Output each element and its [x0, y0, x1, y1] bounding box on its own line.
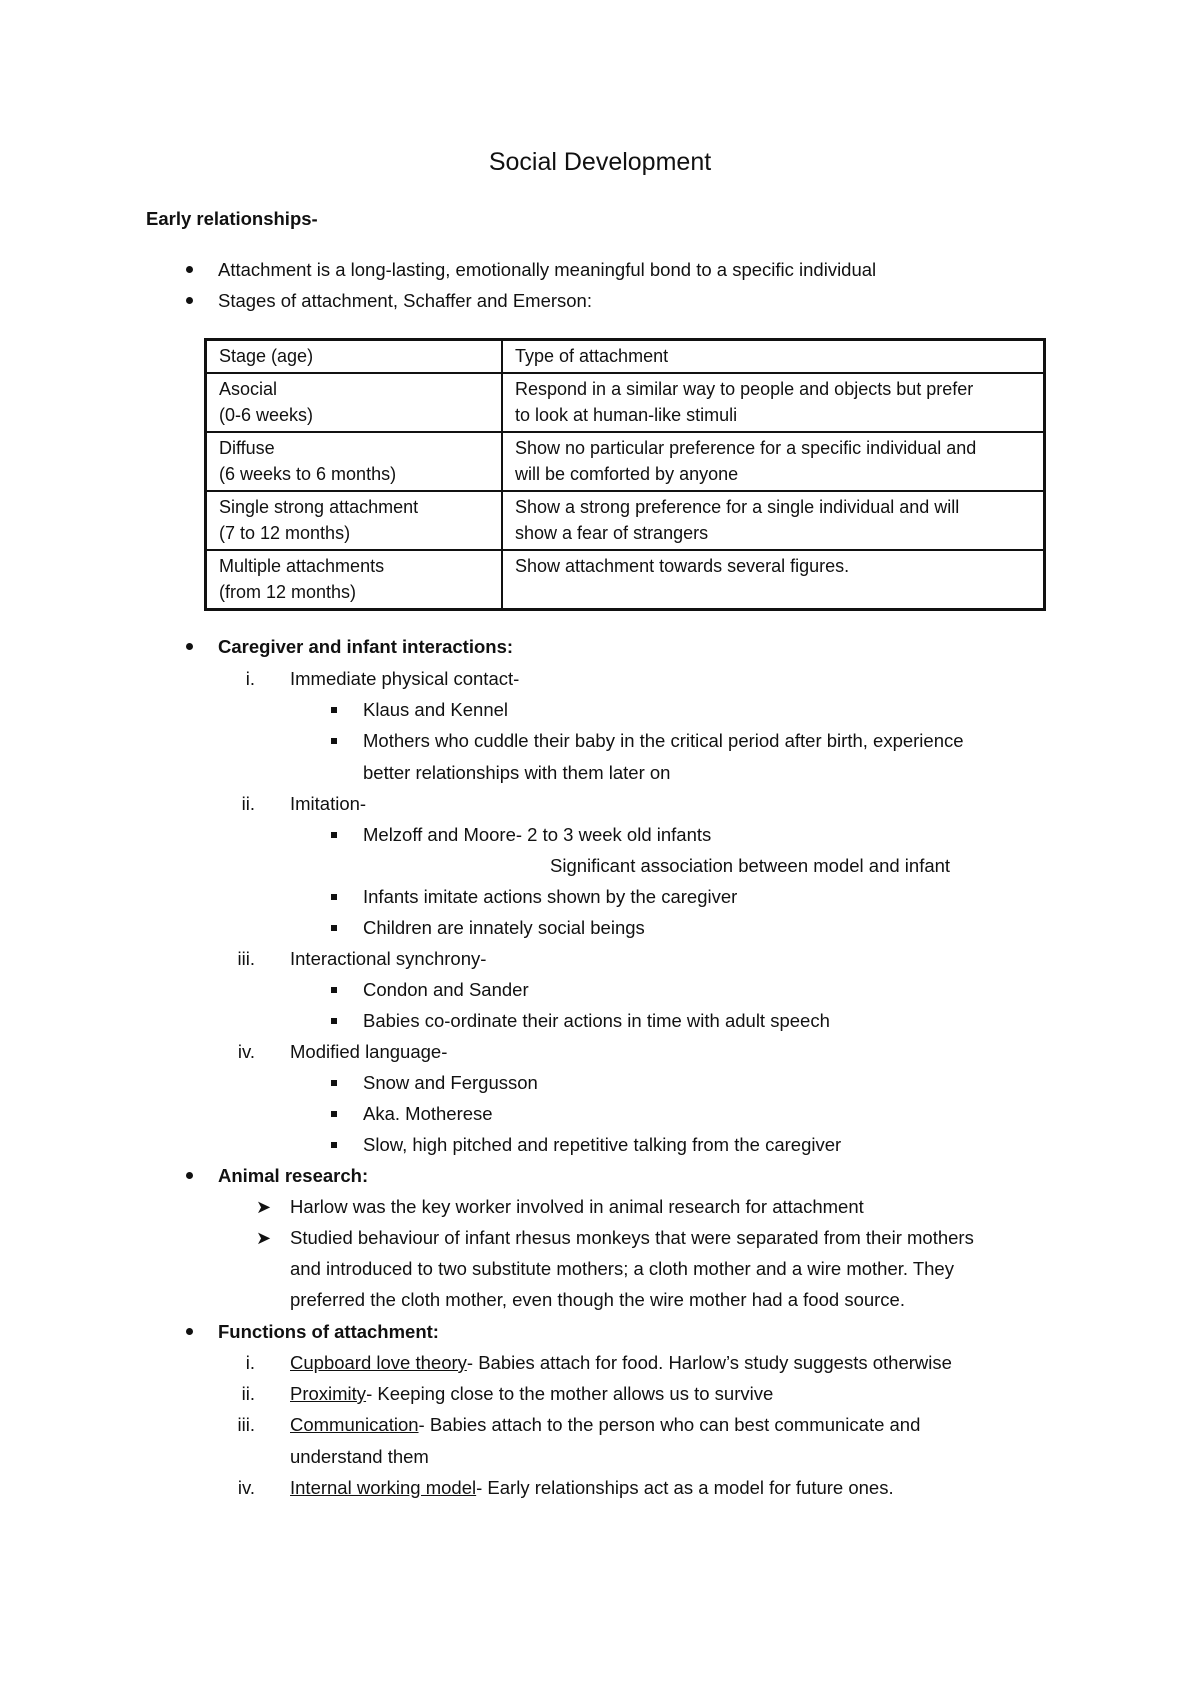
function-text: - Keeping close to the mother allows us to survive	[366, 1383, 774, 1404]
function-item	[290, 1414, 920, 1436]
intro-bullet: Stages of attachment, Schaffer and Emerson:	[218, 290, 592, 311]
roman-numeral: iii.	[237, 1414, 255, 1435]
stage-cell	[206, 550, 503, 610]
stage-age: (7 to 12 months)	[219, 523, 351, 543]
table-row	[206, 491, 1045, 550]
arrow-bullet-icon: ➤	[256, 1228, 272, 1248]
functions-heading: Functions of attachment:	[218, 1321, 439, 1342]
roman-numeral: iv.	[237, 1477, 255, 1498]
table-row	[206, 550, 1045, 610]
bullet-dot-icon	[186, 643, 193, 650]
square-bullet-icon	[331, 1018, 337, 1024]
square-bullet-icon	[331, 1111, 337, 1117]
animal-point: and introduced to two substitute mothers; a cloth mother and a wire mother. They	[290, 1258, 954, 1279]
caregiver-sub-item: Slow, high pitched and repetitive talking from the caregiver	[363, 1134, 842, 1155]
type-line: show a fear of strangers	[515, 523, 709, 543]
roman-numeral: i.	[245, 1352, 255, 1373]
caregiver-sub-item: Children are innately social beings	[363, 917, 645, 938]
function-item-continuation: understand them	[290, 1446, 429, 1467]
animal-point: Harlow was the key worker involved in animal research for attachment	[290, 1196, 864, 1217]
function-item	[290, 1383, 773, 1405]
type-line: to look at human-like stimuli	[515, 405, 738, 425]
stage-name: Asocial	[219, 379, 278, 399]
function-term: Communication	[290, 1414, 419, 1435]
caregiver-item-label: Modified language-	[290, 1041, 448, 1062]
caregiver-sub-item: Infants imitate actions shown by the caregiver	[363, 886, 738, 907]
table-header-row	[206, 340, 1045, 374]
type-line: Show a strong preference for a single individual and will	[515, 497, 960, 517]
function-text: - Babies attach to the person who can best communicate and	[418, 1414, 921, 1435]
stage-age: (6 weeks to 6 months)	[219, 464, 397, 484]
roman-numeral: iv.	[237, 1041, 255, 1062]
roman-numeral: ii.	[241, 1383, 255, 1404]
stage-name: Diffuse	[219, 438, 275, 458]
stage-cell	[206, 373, 503, 432]
table-header-cell: Stage (age)	[206, 340, 503, 374]
square-bullet-icon	[331, 894, 337, 900]
caregiver-sub-item: Babies co-ordinate their actions in time with adult speech	[363, 1010, 830, 1031]
arrow-bullet-icon: ➤	[256, 1197, 272, 1217]
caregiver-sub-item: Significant association between model and infant	[550, 855, 951, 876]
caregiver-sub-item: Mothers who cuddle their baby in the critical period after birth, experience	[363, 730, 964, 751]
caregiver-sub-item: Klaus and Kennel	[363, 699, 509, 720]
square-bullet-icon	[331, 1142, 337, 1148]
stage-cell	[206, 432, 503, 491]
bullet-dot-icon	[186, 266, 193, 273]
stage-age: (0-6 weeks)	[219, 405, 314, 425]
table-row	[206, 432, 1045, 491]
square-bullet-icon	[331, 925, 337, 931]
function-text: - Babies attach for food. Harlow’s study suggests otherwise	[466, 1352, 952, 1373]
type-cell	[502, 432, 1045, 491]
type-line: will be comforted by anyone	[515, 464, 739, 484]
caregiver-sub-item: Condon and Sander	[363, 979, 529, 1000]
bullet-dot-icon	[186, 297, 193, 304]
type-line: Show no particular preference for a specific individual and	[515, 438, 977, 458]
square-bullet-icon	[331, 832, 337, 838]
type-cell	[502, 491, 1045, 550]
caregiver-item-label: Interactional synchrony-	[290, 948, 487, 969]
table-row	[206, 373, 1045, 432]
caregiver-item-label: Imitation-	[290, 793, 367, 814]
bullet-dot-icon	[186, 1172, 193, 1179]
type-line: Show attachment towards several figures.	[515, 556, 850, 576]
function-term: Internal working model	[290, 1477, 477, 1498]
attachment-stages-table	[204, 338, 1046, 611]
square-bullet-icon	[331, 987, 337, 993]
roman-numeral: ii.	[241, 793, 255, 814]
section-heading: Early relationships-	[146, 208, 318, 229]
roman-numeral: iii.	[237, 948, 255, 969]
type-cell	[502, 550, 1045, 610]
page-title: Social Development	[488, 148, 712, 176]
caregiver-item-label: Immediate physical contact-	[290, 668, 520, 689]
caregiver-sub-item: Aka. Motherese	[363, 1103, 493, 1124]
function-text: - Early relationships act as a model for future ones.	[476, 1477, 894, 1498]
square-bullet-icon	[331, 1080, 337, 1086]
animal-point: preferred the cloth mother, even though the wire mother had a food source.	[290, 1289, 905, 1310]
table-header-cell: Type of attachment	[502, 340, 1045, 374]
type-line: Respond in a similar way to people and objects but prefer	[515, 379, 974, 399]
stage-name: Multiple attachments	[219, 556, 385, 576]
stage-name: Single strong attachment	[219, 497, 419, 517]
stage-age: (from 12 months)	[219, 582, 357, 602]
caregiver-sub-item: better relationships with them later on	[363, 762, 671, 783]
function-term: Cupboard love theory	[290, 1352, 467, 1373]
function-item	[290, 1352, 952, 1374]
square-bullet-icon	[331, 738, 337, 744]
type-cell	[502, 373, 1045, 432]
animal-point: Studied behaviour of infant rhesus monkeys that were separated from their mothers	[290, 1227, 974, 1248]
intro-bullet: Attachment is a long-lasting, emotionally meaningful bond to a specific individual	[218, 259, 877, 280]
bullet-dot-icon	[186, 1328, 193, 1335]
caregiver-sub-item: Snow and Fergusson	[363, 1072, 538, 1093]
caregiver-heading: Caregiver and infant interactions:	[218, 636, 514, 657]
stage-cell	[206, 491, 503, 550]
function-item	[290, 1477, 894, 1499]
function-term: Proximity	[290, 1383, 367, 1404]
caregiver-sub-item: Melzoff and Moore- 2 to 3 week old infants	[363, 824, 712, 845]
animal-heading: Animal research:	[218, 1165, 369, 1186]
roman-numeral: i.	[245, 668, 255, 689]
square-bullet-icon	[331, 707, 337, 713]
